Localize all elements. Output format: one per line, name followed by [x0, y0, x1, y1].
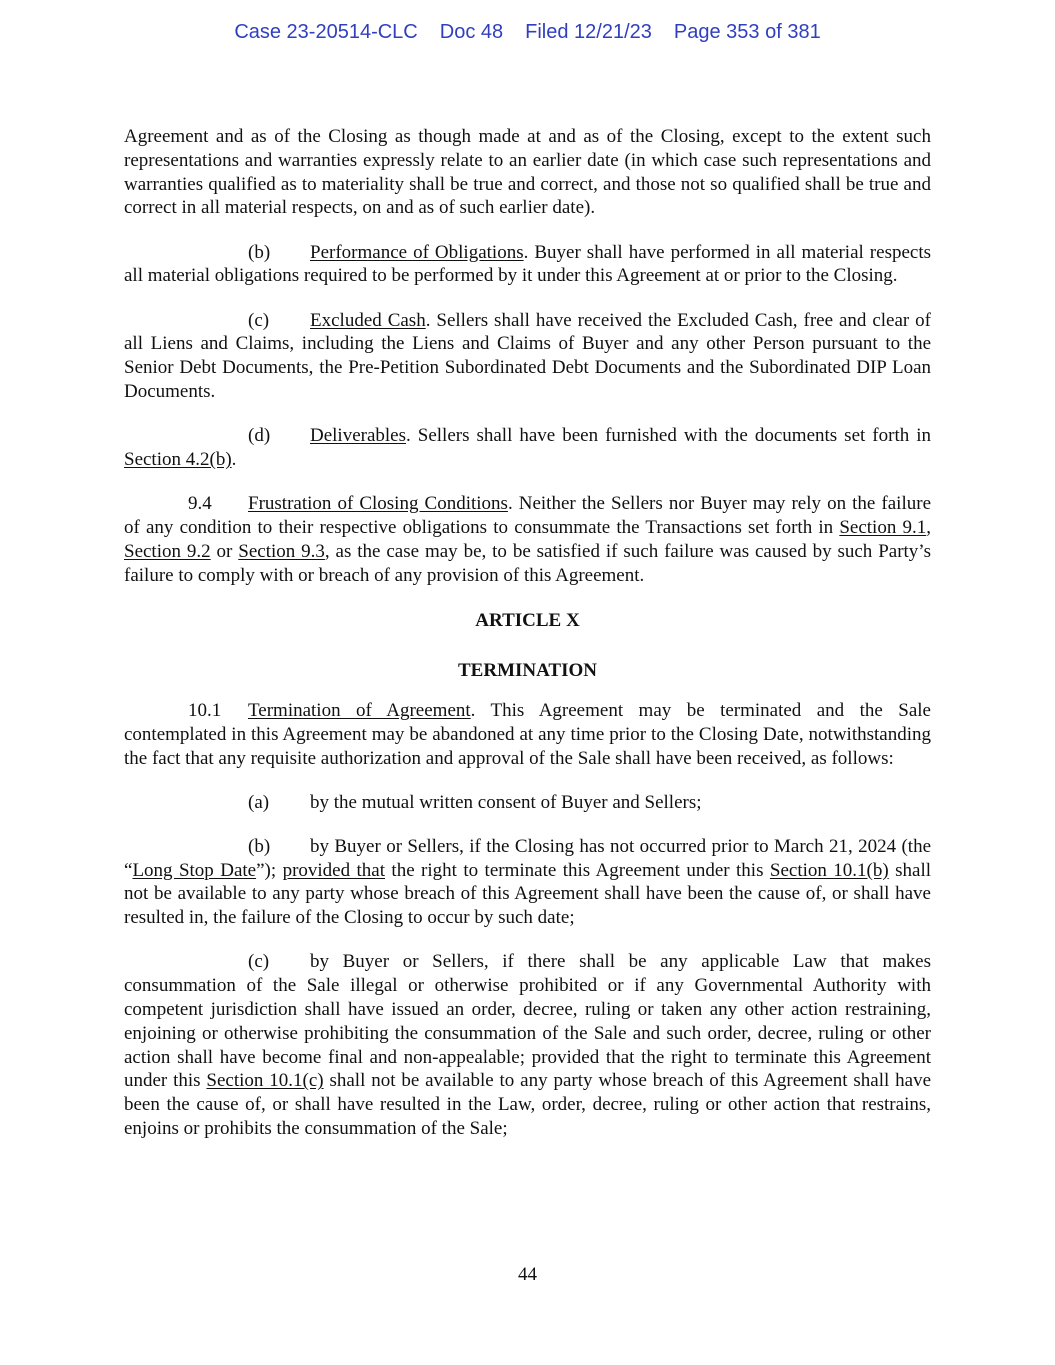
clause-number: (b): [248, 835, 271, 857]
article-title: TERMINATION: [458, 660, 597, 682]
clause-text: ”);: [256, 859, 283, 881]
paragraph-10-1: [124, 699, 931, 770]
page-count: Page 353 of 381: [673, 21, 821, 43]
clause-text: by Buyer or Sellers, if the Closing has not occurred prior to March 21, 2024 (the “: [124, 835, 931, 881]
doc-number: Doc 48: [439, 21, 504, 43]
clause-number: (a): [248, 791, 270, 813]
paragraph-9-4: [124, 492, 931, 587]
paragraph-9-3-c: [124, 309, 931, 404]
clause-number: (d): [248, 425, 271, 447]
article-heading: ARTICLE X: [475, 610, 580, 632]
section-text: . Neither the Sellers nor Buyer may rely on the failure of any condition to their respective obligations to consummate the Transactions set forth in: [124, 493, 931, 538]
separator: or: [210, 540, 239, 562]
clause-text: by the mutual written consent of Buyer and Sellers;: [310, 791, 702, 813]
section-number: 9.4: [188, 493, 212, 515]
filing-header: [0, 19, 1055, 45]
proviso: provided that: [282, 859, 386, 881]
clause-number: (c): [248, 951, 270, 973]
clause-text: shall not be available to any party whose breach of this Agreement shall have been the cause of, or shall have resulted in, the failure of the Closing to occur by such date;: [124, 859, 932, 929]
section-text: . This Agreement may be terminated and the Sale contemplated in this Agreement may be abandoned at any time prior to the Closing Date, notwithstanding the fact that any requisite authorization and approval of the Sale shall have been received, as follows:: [124, 699, 931, 769]
section-reference: Section 9.3: [238, 540, 325, 562]
defined-term: Long Stop Date: [132, 859, 257, 881]
clause-text: . Sellers shall have received the Excluded Cash, free and clear of all Liens and Claims, including the Liens and Claims of Buyer and any other Person pursuant to the Senior Debt Documents, the Pre-Petition Subordinated Debt Documents and the Subordinated DIP Loan Documents.: [124, 309, 931, 402]
clause-text: . Sellers shall have been furnished with the documents set forth in: [406, 425, 931, 447]
clause-text: by Buyer or Sellers, if there shall be any applicable Law that makes consummation of the Sale illegal or otherwise prohibited or if any Governmental Authority with competent jurisdiction shall have issued an order, decree, ruling or taken any other action restraining, enjoining or otherwise prohibiting the consummation of the Sale and such order, decree, ruling or other action shall have become final and non-appealable; provided that the right to terminate this Agreement under this: [124, 951, 931, 1092]
paragraph-10-1-a: [124, 791, 931, 815]
filed-date: Filed 12/21/23: [525, 21, 652, 43]
paragraph-9-3-b: [124, 241, 931, 289]
clause-text: shall not be available to any party whose breach of this Agreement shall have been the cause of, or shall have resulted in the Law, order, decree, ruling or other action that restrains, enjoins or prohibits the consummation of the Sale;: [124, 1070, 932, 1140]
paragraph-intro: Agreement and as of the Closing as though made at and as of the Closing, except to the extent such representations and warranties expressly relate to an earlier date (in which case such representations and warranties qualified as to materiality shall be true and correct, and those not so qualified shall be true and correct in all material respects, on and as of such earlier date).: [124, 126, 931, 219]
document-body: [124, 125, 931, 1141]
section-reference: Section 4.2(b): [124, 448, 232, 470]
page-number: 44: [518, 1264, 537, 1285]
case-number: Case 23-20514-CLC: [234, 21, 418, 43]
clause-title: Excluded Cash: [310, 309, 426, 331]
paragraph-10-1-b: [124, 835, 931, 930]
section-title: Frustration of Closing Conditions: [248, 493, 508, 515]
section-reference: Section 10.1(b): [769, 859, 889, 881]
paragraph-9-3-d: [124, 424, 931, 472]
section-reference: Section 9.1: [839, 516, 927, 538]
section-number: 10.1: [188, 699, 222, 721]
clause-text: the right to terminate this Agreement under this: [385, 859, 770, 881]
paragraph-10-1-c: [124, 950, 931, 1140]
section-reference: Section 9.2: [124, 540, 211, 562]
section-title: Termination of Agreement: [248, 699, 471, 721]
clause-text: .: [231, 448, 237, 470]
clause-number: (c): [248, 309, 270, 331]
clause-title: Performance of Obligations: [310, 241, 524, 263]
section-reference: Section 10.1(c): [206, 1070, 324, 1092]
section-text: , as the case may be, to be satisfied if such failure was caused by such Party’s failure to comply with or breach of any provision of this Agreement.: [124, 540, 931, 586]
clause-text: . Buyer shall have performed in all material respects all material obligations required to be performed by it under this Agreement at or prior to the Closing.: [124, 241, 931, 287]
clause-title: Deliverables: [310, 425, 407, 447]
separator: ,: [926, 516, 931, 538]
clause-number: (b): [248, 241, 271, 263]
